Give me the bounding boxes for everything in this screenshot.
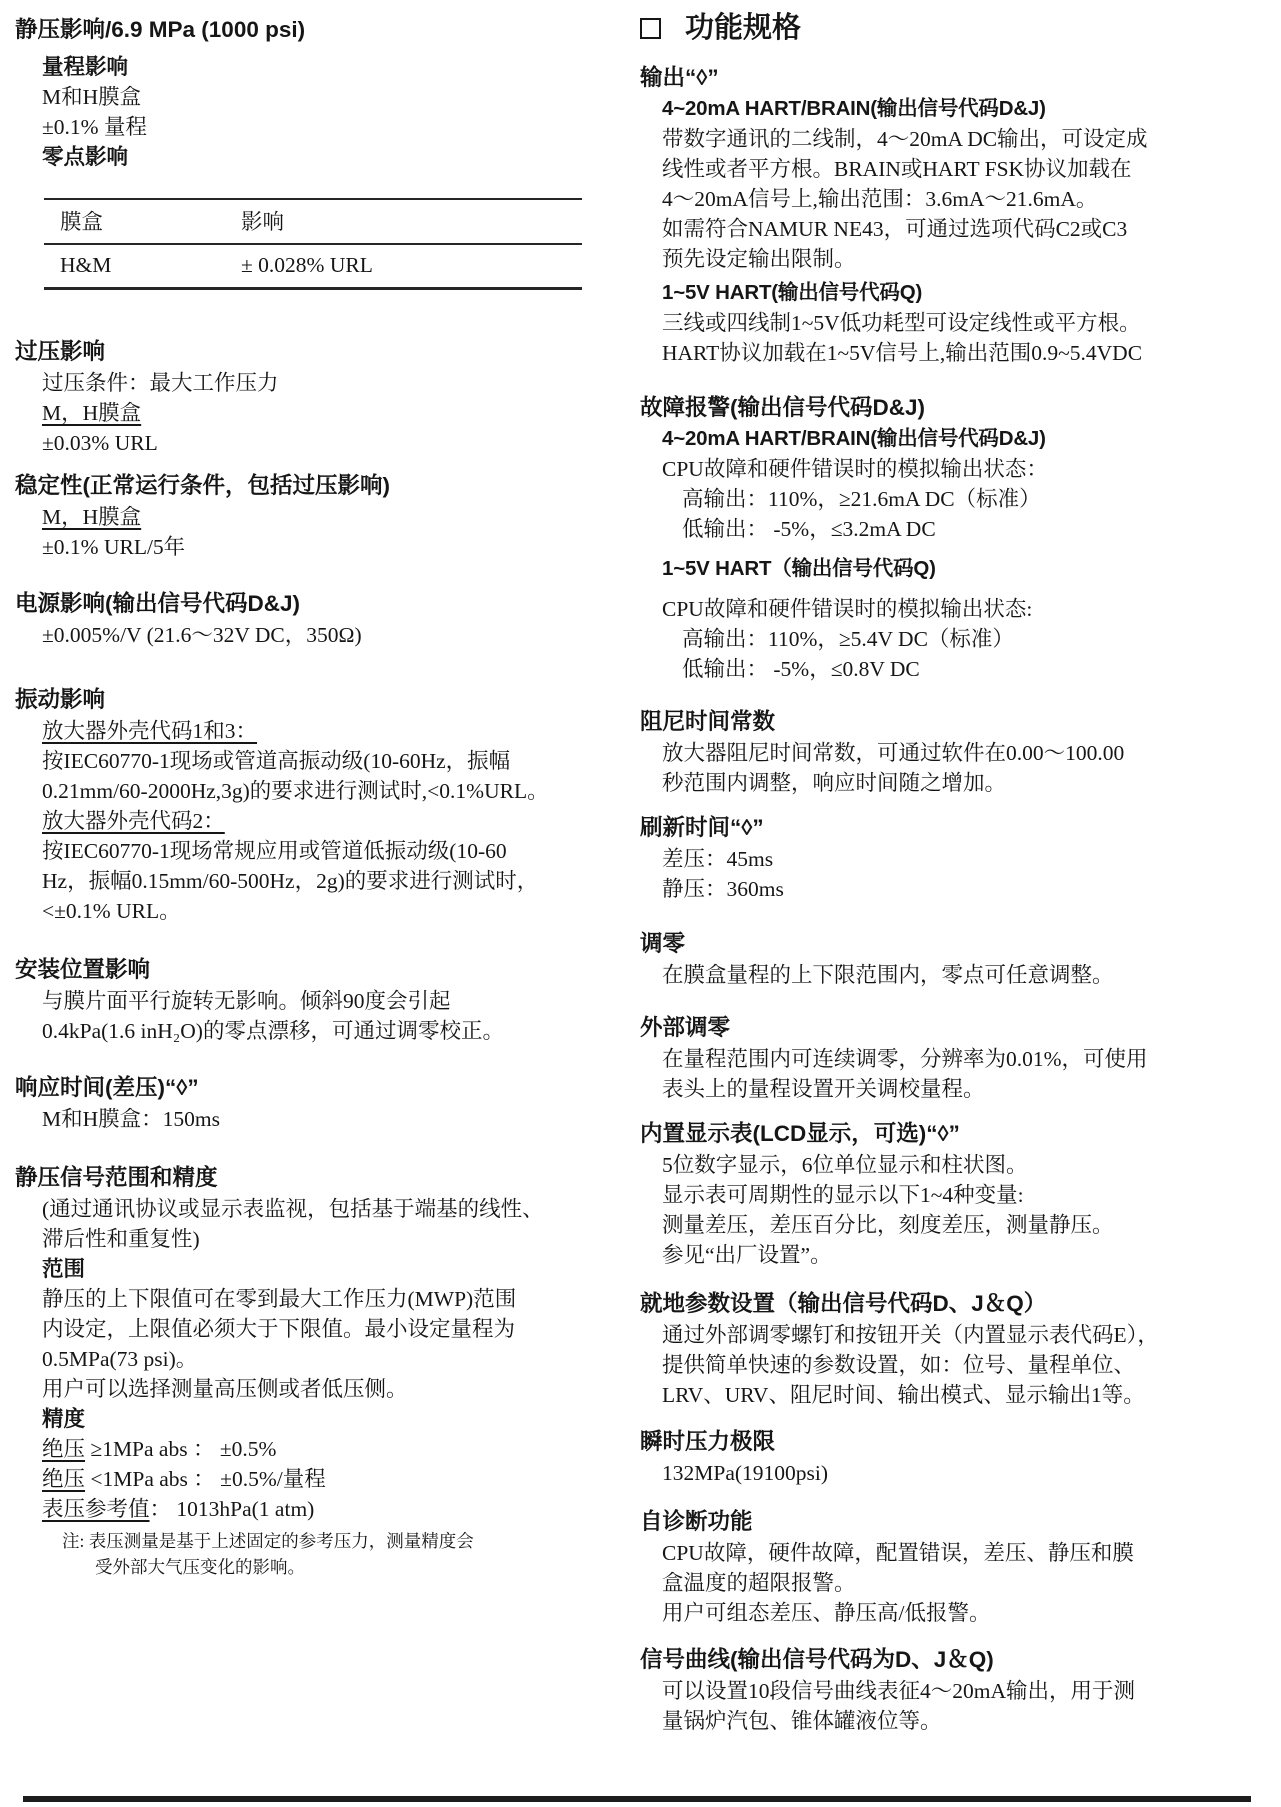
- spec-line: 5位数字显示，6位单位显示和柱状图。: [662, 1153, 1028, 1177]
- table-header-effect: 影响: [241, 210, 285, 234]
- heading-output: 输出“◊”: [640, 65, 719, 90]
- table-row: [44, 244, 582, 289]
- spec-line: 与膜片面平行旋转无影响。倾斜90度会引起: [42, 989, 451, 1013]
- table-header-capsule: 膜盒: [60, 210, 104, 234]
- spec-line: 按IEC60770-1现场常规应用或管道低振动级(10-60: [42, 839, 507, 863]
- spec-line: [42, 1434, 590, 1464]
- spec-line: 静压的上下限值可在零到最大工作压力(MWP)范围: [42, 1287, 517, 1311]
- spec-line: 表头上的量程设置开关调校量程。: [662, 1077, 985, 1101]
- spec-line: 132MPa(19100psi): [662, 1461, 829, 1485]
- page-footer-rule: [23, 1796, 1251, 1802]
- spec-line: 三线或四线制1~5V低功耗型可设定线性或平方根。: [662, 311, 1141, 335]
- spec-line: 秒范围内调整，响应时间随之增加。: [662, 771, 1007, 795]
- spec-underlined-label: 表压参考值: [42, 1497, 150, 1521]
- table-header-row: [44, 199, 582, 244]
- spec-line: 放大器阻尼时间常数，可通过软件在0.00～100.00: [662, 741, 1125, 765]
- heading-zero-adjustment: 调零: [640, 931, 686, 956]
- left-column: [15, 14, 590, 1580]
- spec-line: (通过通讯协议或显示表监视，包括基于端基的线性、: [42, 1197, 544, 1221]
- spec-line: 差压：45ms: [662, 847, 774, 871]
- spec-line: 参见“出厂设置”。: [662, 1243, 832, 1267]
- spec-line: 4～20mA信号上,输出范围：3.6mA～21.6mA。: [662, 187, 1098, 211]
- heading-damping-time-constant: 阻尼时间常数: [640, 709, 776, 734]
- spec-line: <±0.1% URL。: [42, 899, 181, 923]
- heading-update-time: 刷新时间“◊”: [640, 815, 764, 840]
- spec-line: 测量差压，差压百分比，刻度差压，测量静压。: [662, 1213, 1114, 1237]
- spec-line: 低输出： -5%，≤0.8V DC: [682, 657, 920, 681]
- spec-line-rest: ： 1013hPa(1 atm): [149, 1497, 315, 1521]
- section-title-functional-specs: [640, 8, 1270, 48]
- subheading-accuracy: 精度: [42, 1407, 86, 1431]
- spec-line: 滞后性和重复性): [42, 1227, 200, 1251]
- spec-line: ±0.03% URL: [42, 431, 158, 455]
- spec-line: 0.5MPa(73 psi)。: [42, 1347, 198, 1371]
- spec-line: 可以设置10段信号曲线表征4～20mA输出，用于测: [662, 1679, 1136, 1703]
- spec-underlined-label: M，H膜盒: [42, 505, 142, 529]
- spec-line: 带数字通讯的二线制，4～20mA DC输出，可设定成: [662, 127, 1148, 151]
- spec-line: CPU故障和硬件错误时的模拟输出状态:: [662, 597, 1033, 621]
- heading-mounting-position-effect: 安装位置影响: [15, 957, 151, 982]
- subheading-1-5v-hart: 1~5V HART（输出信号代码Q): [662, 557, 936, 580]
- spec-line: 0.4kPa(1.6 inH₂O)的零点漂移，可通过调零校正。: [42, 1019, 504, 1043]
- spec-underlined-label: 放大器外壳代码1和3：: [42, 719, 258, 743]
- spec-underlined-label: 放大器外壳代码2：: [42, 809, 225, 833]
- spec-line: 通过外部调零螺钉和按钮开关（内置显示表代码E），: [662, 1323, 1159, 1347]
- heading-self-diagnostics: 自诊断功能: [640, 1509, 753, 1534]
- spec-underlined-label: 绝压: [42, 1437, 86, 1461]
- table-cell-effect: ± 0.028% URL: [241, 253, 373, 277]
- spec-line: CPU故障和硬件错误时的模拟输出状态：: [662, 457, 1048, 481]
- heading-stability: 稳定性(正常运行条件，包括过压影响): [15, 473, 390, 498]
- heading-signal-characterizer: 信号曲线(输出信号代码为D、J＆Q): [640, 1647, 994, 1672]
- heading-power-supply-effect: 电源影响(输出信号代码D&J): [15, 591, 300, 616]
- spec-line: 如需符合NAMUR NE43，可通过选项代码C2或C3: [662, 217, 1128, 241]
- spec-line: HART协议加载在1~5V信号上,输出范围0.9~5.4VDC: [662, 341, 1143, 365]
- subheading-zero-effect: 零点影响: [42, 145, 129, 169]
- heading-static-pressure-signal-range: 静压信号范围和精度: [15, 1165, 218, 1190]
- heading-vibration-effect: 振动影响: [15, 687, 106, 712]
- spec-line: 用户可以选择测量高压侧或者低压侧。: [42, 1377, 408, 1401]
- spec-line: 在膜盒量程的上下限范围内，零点可任意调整。: [662, 963, 1114, 987]
- subheading-4-20ma-hart-brain: 4~20mA HART/BRAIN(输出信号代码D&J): [662, 97, 1046, 120]
- section-title-text: 功能规格: [685, 12, 802, 44]
- subheading-4-20ma-hart-brain: 4~20mA HART/BRAIN(输出信号代码D&J): [662, 427, 1046, 450]
- zero-effect-table: [44, 198, 582, 290]
- heading-external-zero-adjustment: 外部调零: [640, 1015, 731, 1040]
- spec-line: CPU故障，硬件故障，配置错误，差压、静压和膜: [662, 1541, 1134, 1565]
- spec-line-rest: ≥1MPa abs ： ±0.5%: [85, 1437, 277, 1461]
- subheading-range: 范围: [42, 1257, 86, 1281]
- square-bullet-icon: [640, 18, 661, 39]
- spec-line: 高输出：110%，≥21.6mA DC（标准）: [682, 487, 1041, 511]
- spec-line: 0.21mm/60-2000Hz,3g)的要求进行测试时,<0.1%URL。: [42, 779, 549, 803]
- spec-line-rest: <1MPa abs ： ±0.5%/量程: [85, 1467, 326, 1491]
- spec-line: Hz，振幅0.15mm/60-500Hz，2g)的要求进行测试时，: [42, 869, 539, 893]
- spec-line: 显示表可周期性的显示以下1~4种变量:: [662, 1183, 1024, 1207]
- spec-line: 提供简单快速的参数设置，如：位号、量程单位、: [662, 1353, 1136, 1377]
- spec-line: ±0.1% URL/5年: [42, 535, 186, 559]
- subheading-span-effect: 量程影响: [42, 55, 129, 79]
- spec-line: [42, 1464, 590, 1494]
- heading-response-time: 响应时间(差压)“◊”: [15, 1075, 199, 1100]
- spec-line: 用户可组态差压、静压高/低报警。: [662, 1601, 991, 1625]
- spec-line: 线性或者平方根。BRAIN或HART FSK协议加载在: [662, 157, 1132, 181]
- subheading-1-5v-hart: 1~5V HART(输出信号代码Q): [662, 281, 923, 304]
- table-cell-capsule: H&M: [60, 253, 112, 277]
- heading-failure-alarm: 故障报警(输出信号代码D&J): [640, 395, 925, 420]
- spec-line: 量锅炉汽包、锥体罐液位等。: [662, 1709, 942, 1733]
- heading-static-pressure-effect: 静压影响/6.9 MPa (1000 psi): [15, 17, 306, 42]
- spec-line: 盒温度的超限报警。: [662, 1571, 856, 1595]
- heading-overpressure-effect: 过压影响: [15, 339, 106, 364]
- footnote-line: 注: 表压测量是基于上述固定的参考压力，测量精度会: [62, 1531, 474, 1551]
- spec-underlined-label: M，H膜盒: [42, 401, 142, 425]
- spec-line: 按IEC60770-1现场或管道高振动级(10-60Hz，振幅: [42, 749, 511, 773]
- footnote-line: 受外部大气压变化的影响。: [95, 1557, 305, 1577]
- spec-line: 预先设定输出限制。: [662, 247, 856, 271]
- heading-instant-pressure-limit: 瞬时压力极限: [640, 1429, 776, 1454]
- spec-line: M和H膜盒: [42, 85, 142, 109]
- spec-underlined-label: 绝压: [42, 1467, 86, 1491]
- spec-line: M和H膜盒：150ms: [42, 1107, 220, 1131]
- spec-line: [42, 1494, 590, 1524]
- heading-integral-indicator: 内置显示表(LCD显示，可选)“◊”: [640, 1121, 960, 1146]
- spec-line: 高输出：110%，≥5.4V DC（标准）: [682, 627, 1014, 651]
- spec-line: 过压条件：最大工作压力: [42, 371, 279, 395]
- spec-line: 低输出： -5%，≤3.2mA DC: [682, 517, 936, 541]
- right-column: [640, 8, 1270, 1736]
- spec-line: LRV、URV、阻尼时间、输出模式、显示输出1等。: [662, 1383, 1145, 1407]
- spec-line: 在量程范围内可连续调零，分辨率为0.01%，可使用: [662, 1047, 1148, 1071]
- spec-line: 内设定，上限值必须大于下限值。最小设定量程为: [42, 1317, 516, 1341]
- spec-line: 静压：360ms: [662, 877, 784, 901]
- spec-line: ±0.1% 量程: [42, 115, 147, 139]
- heading-local-parameter-setting: 就地参数设置（输出信号代码D、J＆Q）: [640, 1291, 1047, 1316]
- spec-line: ±0.005%/V (21.6～32V DC，350Ω): [42, 623, 362, 647]
